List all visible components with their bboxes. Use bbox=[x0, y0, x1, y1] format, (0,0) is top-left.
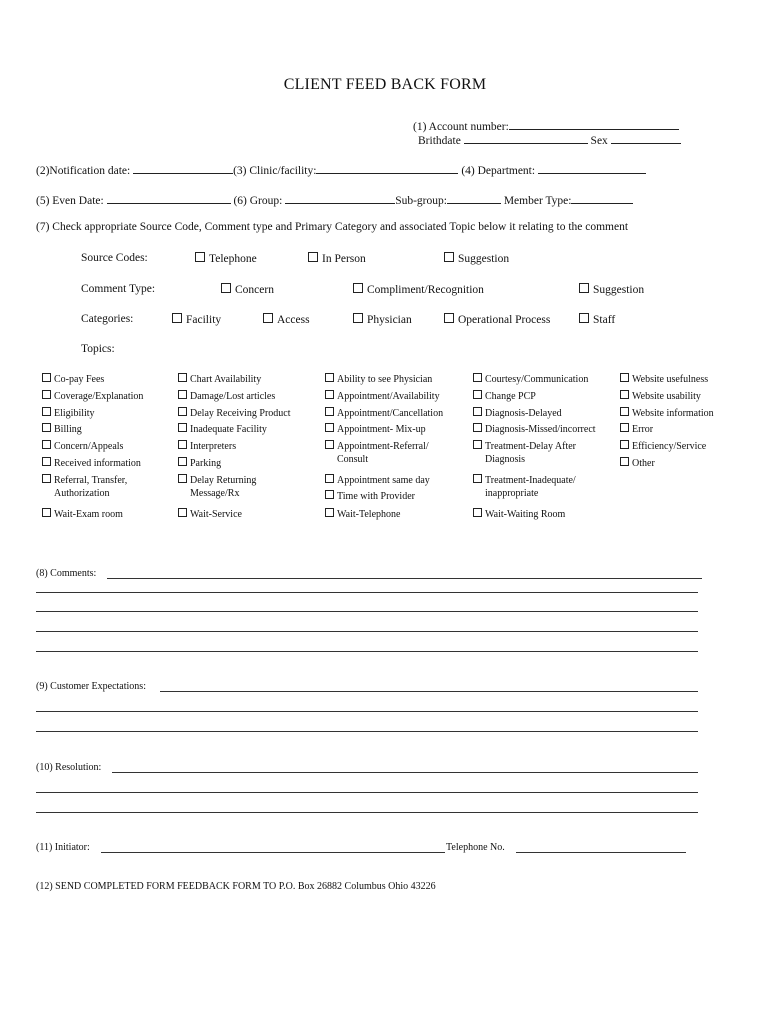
category-facility-option[interactable]: Facility bbox=[172, 313, 221, 326]
initiator-label: (11) Initiator: bbox=[36, 842, 90, 853]
topic-option[interactable]: Referral, Transfer, Authorization bbox=[42, 474, 127, 500]
event-date-label: (5) Even Date: bbox=[36, 195, 104, 207]
topic-option[interactable]: Treatment-Delay After Diagnosis bbox=[473, 440, 576, 466]
source-suggestion-option[interactable]: Suggestion bbox=[444, 252, 509, 265]
checkbox[interactable] bbox=[178, 440, 187, 449]
category-staff-option[interactable]: Staff bbox=[579, 313, 615, 326]
comment-suggestion-option[interactable]: Suggestion bbox=[579, 283, 644, 296]
birthdate-row bbox=[418, 132, 681, 147]
checkbox[interactable] bbox=[473, 508, 482, 517]
source-codes-label: Source Codes: bbox=[81, 252, 148, 264]
checkbox[interactable] bbox=[579, 313, 589, 323]
checkbox[interactable] bbox=[473, 423, 482, 432]
checkbox[interactable] bbox=[172, 313, 182, 323]
topic-option[interactable]: Wait-Exam room bbox=[42, 508, 123, 521]
topic-option[interactable]: Appointment/Availability bbox=[325, 390, 440, 403]
comments-line[interactable] bbox=[36, 611, 698, 612]
initiator-field[interactable] bbox=[101, 852, 445, 853]
telephone-field[interactable] bbox=[516, 852, 686, 853]
topic-option[interactable]: Concern/Appeals bbox=[42, 440, 123, 453]
comment-concern-option[interactable]: Concern bbox=[221, 283, 274, 296]
checkbox[interactable] bbox=[42, 390, 51, 399]
topic-option[interactable]: Billing bbox=[42, 423, 82, 436]
comments-line[interactable] bbox=[36, 592, 698, 593]
checkbox[interactable] bbox=[444, 313, 454, 323]
topic-option[interactable]: Parking bbox=[178, 457, 221, 470]
checkbox[interactable] bbox=[325, 440, 334, 449]
topic-option[interactable]: Appointment same day bbox=[325, 474, 430, 487]
topic-option[interactable]: Diagnosis-Delayed bbox=[473, 407, 562, 420]
checkbox[interactable] bbox=[42, 474, 51, 483]
topic-option[interactable]: Time with Provider bbox=[325, 490, 415, 503]
topic-option[interactable]: Delay Receiving Product bbox=[178, 407, 291, 420]
member-type-label: Member Type: bbox=[503, 195, 572, 207]
topic-option[interactable]: Website usability bbox=[620, 390, 701, 403]
checkbox[interactable] bbox=[579, 283, 589, 293]
expectations-line[interactable] bbox=[160, 691, 698, 692]
event-date-field[interactable] bbox=[107, 192, 231, 204]
topic-option[interactable]: Wait-Service bbox=[178, 508, 242, 521]
checkbox[interactable] bbox=[263, 313, 273, 323]
topic-option[interactable]: Website information bbox=[620, 407, 714, 420]
group-label: (6) Group: bbox=[233, 195, 283, 207]
comments-line[interactable] bbox=[36, 651, 698, 652]
birthdate-label: Brithdate bbox=[418, 135, 461, 147]
comments-line[interactable] bbox=[36, 631, 698, 632]
topic-option[interactable]: Appointment-Referral/ Consult bbox=[325, 440, 429, 466]
account-number-label: (1) Account number: bbox=[413, 121, 509, 133]
source-in-person-option[interactable]: In Person bbox=[308, 252, 366, 265]
comment-compliment-option[interactable]: Compliment/Recognition bbox=[353, 283, 484, 296]
resolution-label: (10) Resolution: bbox=[36, 762, 102, 773]
checkbox[interactable] bbox=[325, 474, 334, 483]
topic-option[interactable]: Change PCP bbox=[473, 390, 536, 403]
sex-field[interactable] bbox=[611, 132, 681, 144]
birthdate-field[interactable] bbox=[464, 132, 588, 144]
checkbox[interactable] bbox=[473, 474, 482, 483]
category-physician-option[interactable]: Physician bbox=[353, 313, 412, 326]
checkbox[interactable] bbox=[325, 407, 334, 416]
topic-option[interactable]: Received information bbox=[42, 457, 141, 470]
notification-date-label: (2)Notification date: bbox=[36, 165, 131, 177]
checkbox[interactable] bbox=[620, 407, 629, 416]
checkbox[interactable] bbox=[42, 457, 51, 466]
checkbox[interactable] bbox=[444, 252, 454, 262]
resolution-line[interactable] bbox=[112, 772, 698, 773]
comments-line[interactable] bbox=[107, 578, 702, 579]
department-label: (4) Department: bbox=[461, 165, 536, 177]
department-field[interactable] bbox=[538, 162, 646, 174]
category-access-option[interactable]: Access bbox=[263, 313, 310, 326]
topic-option[interactable]: Coverage/Explanation bbox=[42, 390, 143, 403]
topic-option[interactable]: Website usefulness bbox=[620, 373, 708, 386]
checkbox[interactable] bbox=[42, 373, 51, 382]
checkbox[interactable] bbox=[42, 440, 51, 449]
topic-option[interactable]: Eligibility bbox=[42, 407, 95, 420]
group-field[interactable] bbox=[285, 192, 395, 204]
checkbox[interactable] bbox=[195, 252, 205, 262]
source-telephone-option[interactable]: Telephone bbox=[195, 252, 257, 265]
member-type-field[interactable] bbox=[571, 192, 633, 204]
checkbox[interactable] bbox=[178, 390, 187, 399]
sex-label: Sex bbox=[590, 135, 608, 147]
account-number-row bbox=[413, 118, 679, 133]
checkbox[interactable] bbox=[178, 407, 187, 416]
topic-option[interactable]: Chart Availability bbox=[178, 373, 261, 386]
notification-date-field[interactable] bbox=[133, 162, 233, 174]
expectations-line[interactable] bbox=[36, 711, 698, 712]
topic-option[interactable]: Courtesy/Communication bbox=[473, 373, 588, 386]
categories-label: Categories: bbox=[81, 313, 134, 325]
resolution-line[interactable] bbox=[36, 792, 698, 793]
category-operational-option[interactable]: Operational Process bbox=[444, 313, 550, 326]
comment-type-label: Comment Type: bbox=[81, 283, 156, 295]
checkbox[interactable] bbox=[178, 508, 187, 517]
topic-option[interactable]: Delay Returning Message/Rx bbox=[178, 474, 256, 500]
topic-option[interactable]: Interpreters bbox=[178, 440, 236, 453]
account-number-field[interactable] bbox=[509, 118, 679, 130]
event-row bbox=[36, 192, 633, 207]
checkbox[interactable] bbox=[325, 423, 334, 432]
checkbox[interactable] bbox=[620, 423, 629, 432]
checkbox[interactable] bbox=[178, 474, 187, 483]
checkbox[interactable] bbox=[620, 440, 629, 449]
checkbox[interactable] bbox=[325, 373, 334, 382]
checkbox[interactable] bbox=[42, 508, 51, 517]
topic-option[interactable]: Diagnosis-Missed/incorrect bbox=[473, 423, 596, 436]
topic-option[interactable]: Wait-Waiting Room bbox=[473, 508, 565, 521]
checkbox[interactable] bbox=[308, 252, 318, 262]
footer-note: (12) SEND COMPLETED FORM FEEDBACK FORM TO P.O. Box 26882 Columbus Ohio 43226 bbox=[36, 881, 436, 892]
checkbox[interactable] bbox=[178, 373, 187, 382]
topic-option[interactable]: Ability to see Physician bbox=[325, 373, 432, 386]
checkbox[interactable] bbox=[353, 313, 363, 323]
topic-option[interactable]: Appointment- Mix-up bbox=[325, 423, 426, 436]
clinic-facility-label: (3) Clinic/facility: bbox=[233, 165, 317, 177]
checkbox[interactable] bbox=[42, 423, 51, 432]
checkbox[interactable] bbox=[325, 508, 334, 517]
topic-option[interactable]: Co-pay Fees bbox=[42, 373, 104, 386]
expectations-label: (9) Customer Expectations: bbox=[36, 681, 146, 692]
checkbox[interactable] bbox=[620, 373, 629, 382]
topic-option[interactable]: Error bbox=[620, 423, 653, 436]
checkbox[interactable] bbox=[473, 373, 482, 382]
checkbox[interactable] bbox=[620, 390, 629, 399]
comments-label: (8) Comments: bbox=[36, 568, 97, 579]
notification-row bbox=[36, 162, 646, 177]
checkbox[interactable] bbox=[178, 423, 187, 432]
topic-option[interactable]: Inadequate Facility bbox=[178, 423, 267, 436]
checkbox[interactable] bbox=[325, 490, 334, 499]
checkbox[interactable] bbox=[473, 440, 482, 449]
subgroup-field[interactable] bbox=[447, 192, 501, 204]
resolution-line[interactable] bbox=[36, 812, 698, 813]
topic-option[interactable]: Other bbox=[620, 457, 655, 470]
topic-option[interactable]: Damage/Lost articles bbox=[178, 390, 275, 403]
topic-option[interactable]: Appointment/Cancellation bbox=[325, 407, 443, 420]
checkbox[interactable] bbox=[353, 283, 363, 293]
checkbox[interactable] bbox=[620, 457, 629, 466]
checkbox[interactable] bbox=[178, 457, 187, 466]
telephone-label: Telephone No. bbox=[446, 842, 505, 853]
topics-label: Topics: bbox=[81, 343, 115, 355]
checkbox[interactable] bbox=[325, 390, 334, 399]
clinic-facility-field[interactable] bbox=[316, 162, 458, 174]
instruction-text: (7) Check appropriate Source Code, Comment type and Primary Category and associated Topic below it relating to the comment bbox=[36, 221, 629, 233]
expectations-line[interactable] bbox=[36, 731, 698, 732]
topic-option[interactable]: Efficiency/Service bbox=[620, 440, 706, 453]
subgroup-label: Sub-group: bbox=[395, 195, 447, 207]
topic-option[interactable]: Wait-Telephone bbox=[325, 508, 400, 521]
checkbox[interactable] bbox=[473, 407, 482, 416]
form-title: CLIENT FEED BACK FORM bbox=[283, 76, 487, 93]
checkbox[interactable] bbox=[42, 407, 51, 416]
checkbox[interactable] bbox=[473, 390, 482, 399]
checkbox[interactable] bbox=[221, 283, 231, 293]
topic-option[interactable]: Treatment-Inadequate/ inappropriate bbox=[473, 474, 576, 500]
